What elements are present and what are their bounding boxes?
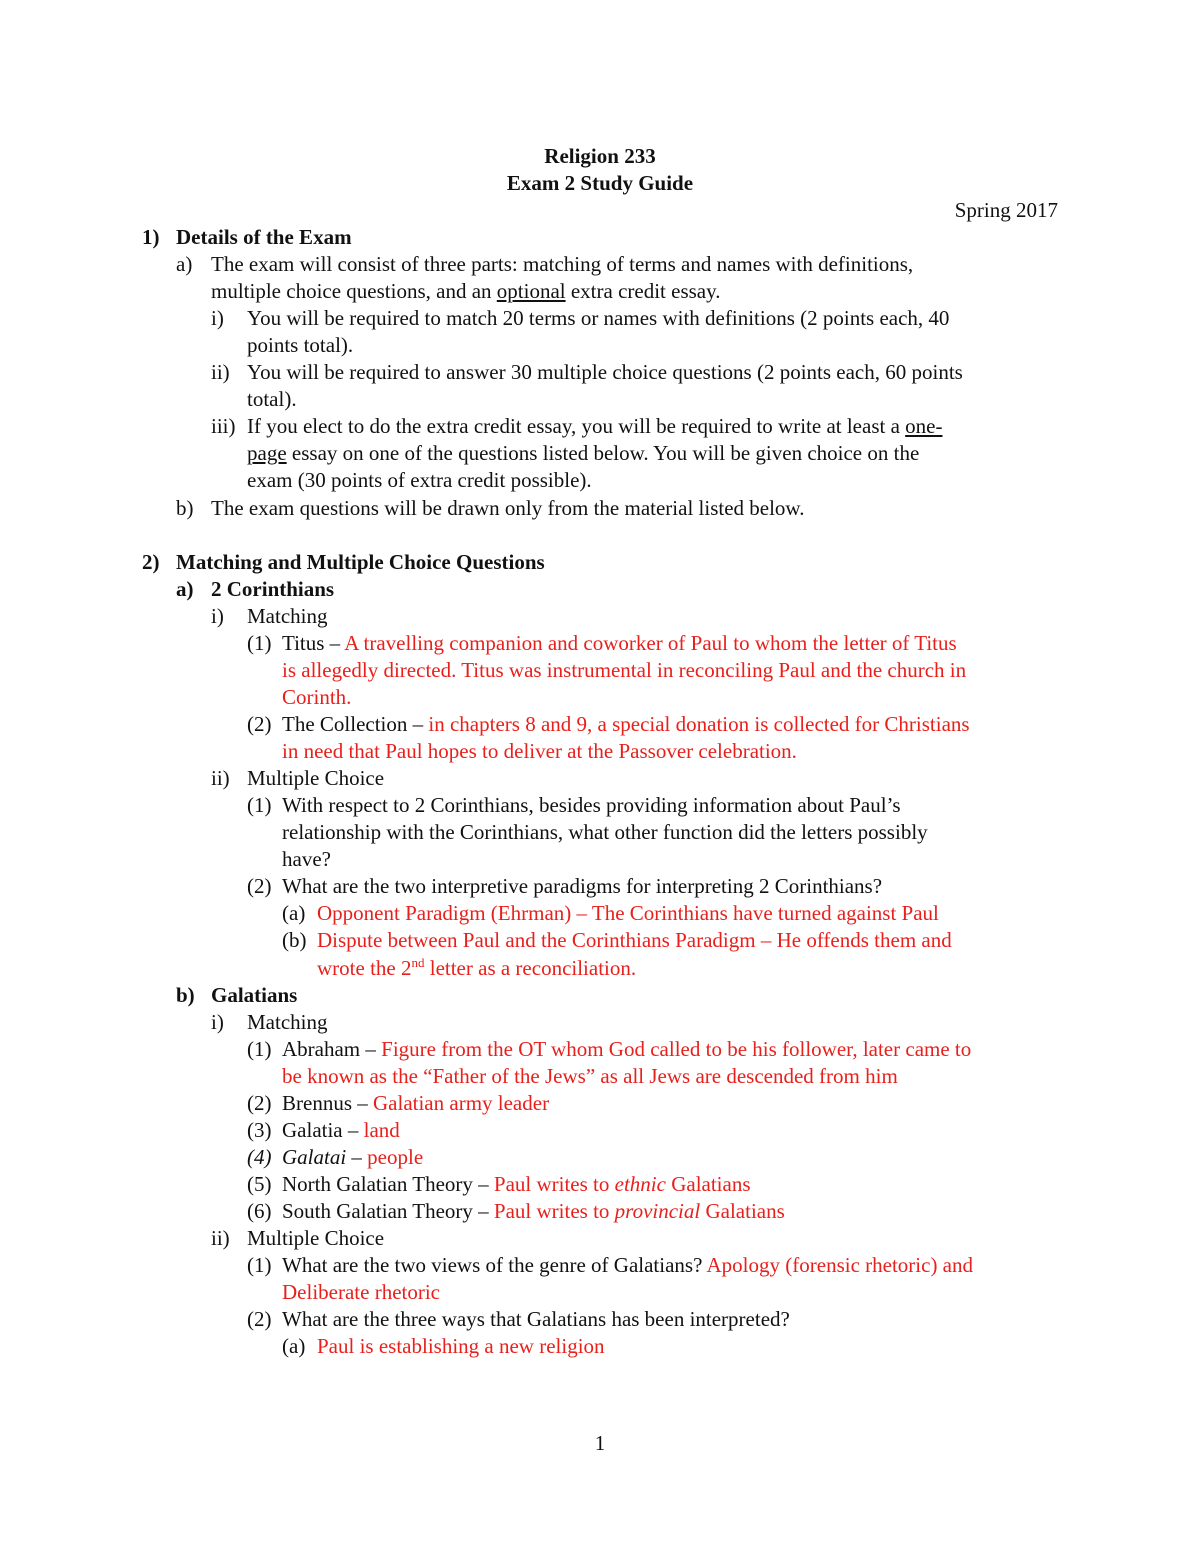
titus-line1: [282, 630, 957, 657]
underlined-text: page: [247, 441, 287, 465]
definition: land: [363, 1118, 400, 1142]
gal-q1-line1: [282, 1252, 973, 1279]
definition: Galatian army leader: [373, 1091, 550, 1115]
galatai-line: [282, 1144, 423, 1171]
section-title: Details of the Exam: [176, 225, 352, 249]
item-1aii-line2: total).: [247, 387, 297, 411]
term: Abraham –: [282, 1037, 382, 1061]
item-1a-line2: [211, 278, 721, 305]
definition: Paul writes to: [493, 1172, 615, 1196]
answer: Apology (forensic rhetoric) and: [706, 1253, 974, 1277]
item-2aii-label: ii): [211, 766, 230, 790]
underlined-text: optional: [496, 279, 566, 303]
definition: in chapters 8 and 9, a special donation is collected for Christians: [428, 712, 970, 736]
brennus-line: [282, 1090, 549, 1117]
section-number: 1): [142, 225, 160, 249]
cor-q2-num: (2): [247, 874, 272, 898]
item-2ai-title: Matching: [247, 604, 328, 628]
definition: A travelling companion and coworker of Paul to whom the letter of Titus: [344, 631, 957, 655]
emphasis: provincial: [614, 1199, 701, 1223]
gal-q2-text: What are the three ways that Galatians has been interpreted?: [282, 1307, 790, 1331]
superscript: nd: [411, 955, 425, 970]
term: North Galatian Theory –: [282, 1172, 494, 1196]
definition: Galatians: [665, 1172, 751, 1196]
term: Titus –: [282, 631, 345, 655]
titus-line3: Corinth.: [282, 685, 352, 709]
galatai-num: (4): [247, 1145, 272, 1169]
galatia-num: (3): [247, 1118, 272, 1142]
item-2bi-title: Matching: [247, 1010, 328, 1034]
item-1ai-line1: You will be required to match 20 terms or names with definitions (2 points each, 40: [247, 306, 950, 330]
brennus-num: (2): [247, 1091, 272, 1115]
item-2bii-label: ii): [211, 1226, 230, 1250]
item-2aii-title: Multiple Choice: [247, 766, 385, 790]
dash: –: [346, 1145, 368, 1169]
item-2a-label: a): [176, 577, 194, 601]
item-1aiii-label: iii): [211, 414, 236, 438]
term: Spring 2017: [954, 198, 1058, 222]
definition: people: [367, 1145, 424, 1169]
text-fragment: essay on one of the questions listed below. You will be given choice on the: [286, 441, 920, 465]
cor-q2b-label: (b): [282, 928, 307, 952]
term: Brennus –: [282, 1091, 373, 1115]
gal-q1-num: (1): [247, 1253, 272, 1277]
item-1a-line1: The exam will consist of three parts: matching of terms and names with definitions,: [211, 252, 914, 276]
page-number: 1: [594, 1431, 606, 1455]
text-fragment: If you elect to do the extra credit essay, you will be required to write at least a: [247, 414, 906, 438]
galatia-line: [282, 1117, 400, 1144]
item-1aiii-line2: [247, 440, 919, 467]
section-1-heading: [142, 224, 352, 251]
south-num: (6): [247, 1199, 272, 1223]
item-1aii-label: ii): [211, 360, 230, 384]
emphasis: ethnic: [614, 1172, 666, 1196]
gal-q1-line2: Deliberate rhetoric: [282, 1280, 440, 1304]
definition: Figure from the OT whom God called to be his follower, later came to: [381, 1037, 972, 1061]
term: The Collection –: [282, 712, 429, 736]
item-2b-label: b): [176, 983, 195, 1007]
item-1aii-line1: You will be required to answer 30 multiple choice questions (2 points each, 60 points: [247, 360, 963, 384]
abraham-line2: be known as the “Father of the Jews” as all Jews are descended from him: [282, 1064, 898, 1088]
gal-q2a-label: (a): [282, 1334, 306, 1358]
text-fragment: wrote the 2: [317, 956, 412, 980]
cor-q2a-label: (a): [282, 901, 306, 925]
term: South Galatian Theory –: [282, 1199, 494, 1223]
definition: Galatians: [700, 1199, 785, 1223]
item-1aiii-line1: [247, 413, 942, 440]
abraham-num: (1): [247, 1037, 272, 1061]
collection-line2: in need that Paul hopes to deliver at the Passover celebration.: [282, 739, 797, 763]
gal-q2-num: (2): [247, 1307, 272, 1331]
item-1b-text: The exam questions will be drawn only from the material listed below.: [211, 496, 805, 520]
item-1ai-label: i): [211, 306, 224, 330]
section-number: 2): [142, 550, 160, 574]
north-line: [282, 1171, 751, 1198]
north-num: (5): [247, 1172, 272, 1196]
term: Galatai: [282, 1145, 347, 1169]
course-title: Religion 233: [544, 144, 656, 168]
question: What are the two views of the genre of Galatians?: [282, 1253, 707, 1277]
underlined-text: one-: [905, 414, 943, 438]
titus-line2: is allegedly directed. Titus was instrumental in reconciling Paul and the church in: [282, 658, 967, 682]
item-1ai-line2: points total).: [247, 333, 354, 357]
text-fragment: letter as a reconciliation.: [424, 956, 637, 980]
item-1aiii-line3: exam (30 points of extra credit possible).: [247, 468, 592, 492]
cor-q1-line1: With respect to 2 Corinthians, besides providing information about Paul’s: [282, 793, 901, 817]
text-fragment: extra credit essay.: [565, 279, 721, 303]
item-1b-label: b): [176, 496, 194, 520]
cor-q1-line2: relationship with the Corinthians, what other function did the letters possibly: [282, 820, 928, 844]
item-2a-title: 2 Corinthians: [211, 577, 335, 601]
section-2-heading: [142, 549, 545, 576]
document-title: Exam 2 Study Guide: [506, 171, 694, 195]
gal-q2a-text: Paul is establishing a new religion: [317, 1334, 605, 1358]
term: Galatia –: [282, 1118, 364, 1142]
cor-q2-text: What are the two interpretive paradigms for interpreting 2 Corinthians?: [282, 874, 883, 898]
item-2bii-title: Multiple Choice: [247, 1226, 385, 1250]
cor-q2b-line1: Dispute between Paul and the Corinthians Paradigm – He offends them and: [317, 928, 952, 952]
cor-q1-line3: have?: [282, 847, 331, 871]
item-1a-label: a): [176, 252, 193, 276]
cor-q1-num: (1): [247, 793, 272, 817]
text-fragment: multiple choice questions, and an: [211, 279, 497, 303]
cor-q2a-text: Opponent Paradigm (Ehrman) – The Corinthians have turned against Paul: [317, 901, 939, 925]
titus-num: (1): [247, 631, 272, 655]
item-2b-title: Galatians: [211, 983, 298, 1007]
abraham-line1: [282, 1036, 971, 1063]
collection-num: (2): [247, 712, 272, 736]
section-title: Matching and Multiple Choice Questions: [176, 550, 545, 574]
south-line: [282, 1198, 785, 1225]
item-2ai-label: i): [211, 604, 224, 628]
definition: Paul writes to: [493, 1199, 615, 1223]
collection-line1: [282, 711, 970, 738]
cor-q2b-line2: [317, 955, 636, 982]
item-2bi-label: i): [211, 1010, 224, 1034]
